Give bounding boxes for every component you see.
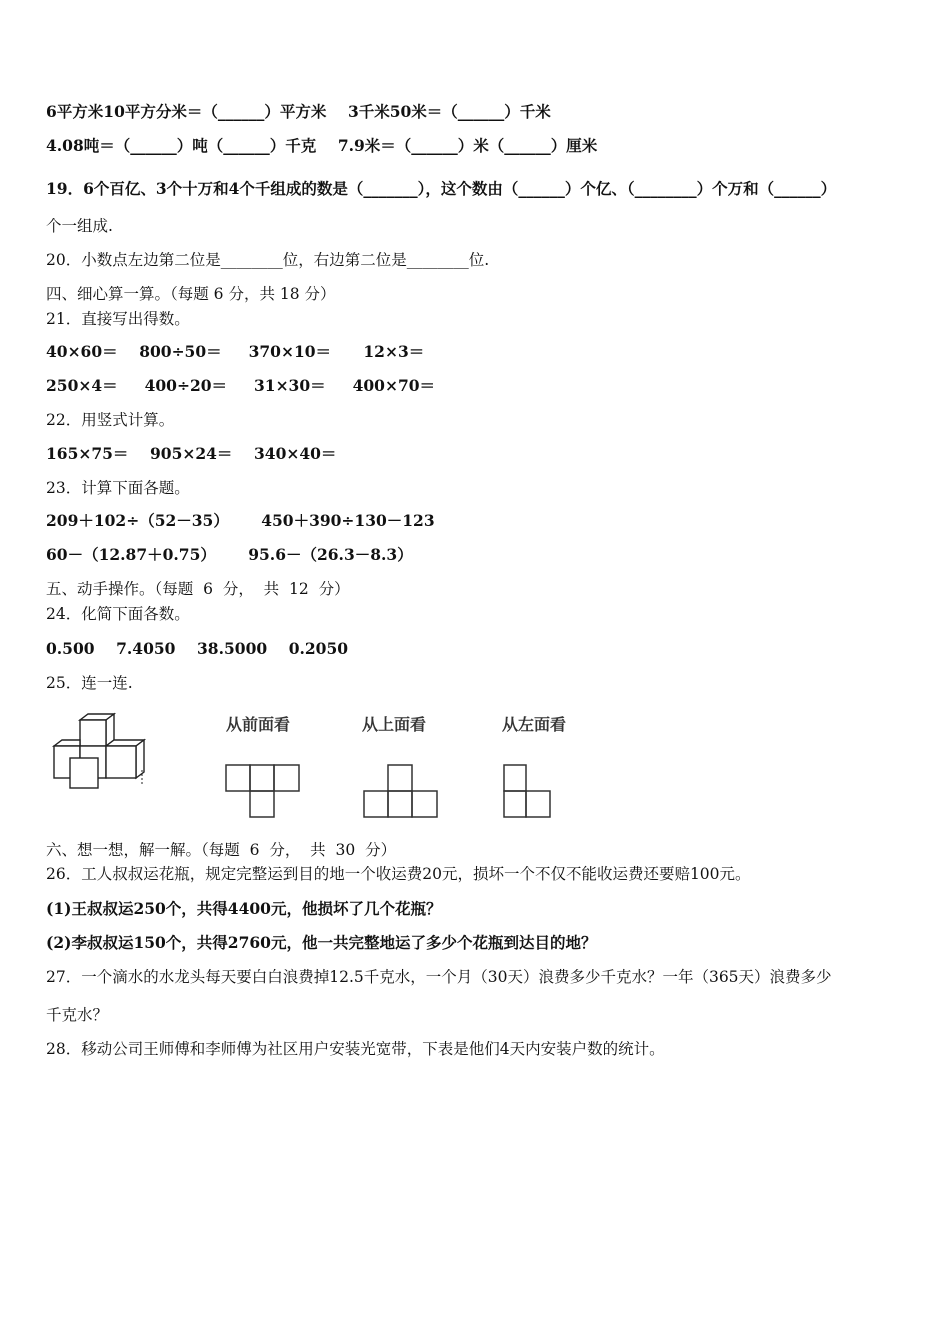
left-view-figure [503, 764, 563, 820]
question-26-part-1: (1)王叔叔运250个，共得4400元，他损坏了几个花瓶？ [46, 899, 442, 918]
question-20: 20．小数点左边第二位是________位，右边第二位是________位. [46, 251, 490, 269]
front-view-figure [225, 764, 305, 820]
conversion-line-2: 4.08吨＝（______）吨（______）千克 7.9米＝（______）米（______）厘米 [46, 136, 598, 155]
view-top-label: 从上面看 [362, 715, 427, 734]
question-27: 27．一个滴水的水龙头每天要白白浪费掉12.5千克水，一个月（30天）浪费多少千克水？一年（365天）浪费多少 [46, 968, 832, 986]
question-25: 25．连一连. [46, 674, 133, 692]
question-21-row-1: 40×60＝ 800÷50＝ 370×10＝ 12×3＝ [46, 342, 425, 361]
top-view-figure [363, 764, 443, 820]
question-24: 24．化简下面各数。 [46, 605, 190, 623]
question-19-continued: 个一组成. [46, 217, 113, 235]
question-26-part-2: (2)李叔叔运150个，共得2760元，他一共完整地运了多少个花瓶到达目的地？ [46, 933, 597, 952]
section-6-heading: 六、想一想，解一解。（每题 6 分， 共 30 分） [46, 841, 397, 859]
question-28: 28．移动公司王师傅和李师傅为社区用户安装光宽带，下表是他们4天内安装户数的统计。 [46, 1040, 665, 1058]
question-23: 23．计算下面各题。 [46, 479, 190, 497]
view-left-label: 从左面看 [502, 715, 567, 734]
question-22: 22．用竖式计算。 [46, 411, 175, 429]
question-23-row-2: 60－（12.87＋0.75） 95.6－（26.3－8.3） [46, 545, 413, 564]
block-stack-figure [50, 712, 150, 792]
question-21: 21．直接写出得数。 [46, 310, 190, 328]
question-27-continued: 千克水？ [46, 1006, 109, 1024]
question-22-row: 165×75＝ 905×24＝ 340×40＝ [46, 444, 337, 463]
question-23-row-1: 209＋102÷（52－35） 450＋390÷130－123 [46, 511, 435, 530]
section-4-heading: 四、细心算一算。（每题 6 分，共 18 分） [46, 285, 336, 303]
question-26: 26．工人叔叔运花瓶，规定完整运到目的地一个收运费20元，损坏一个不仅不能收运费还要赔100元。 [46, 865, 751, 883]
view-front-label: 从前面看 [226, 715, 291, 734]
question-21-row-2: 250×4＝ 400÷20＝ 31×30＝ 400×70＝ [46, 376, 436, 395]
question-24-row: 0.500 7.4050 38.5000 0.2050 [46, 639, 349, 658]
section-5-heading: 五、动手操作。（每题 6 分， 共 12 分） [46, 580, 350, 598]
conversion-line-1: 6平方米10平方分米＝（______）平方米 3千米50米＝（______）千米 [46, 102, 551, 121]
question-19: 19．6个百亿、3个十万和4个千组成的数是（_______），这个数由（______）个亿、（________）个万和（______） [46, 179, 837, 198]
